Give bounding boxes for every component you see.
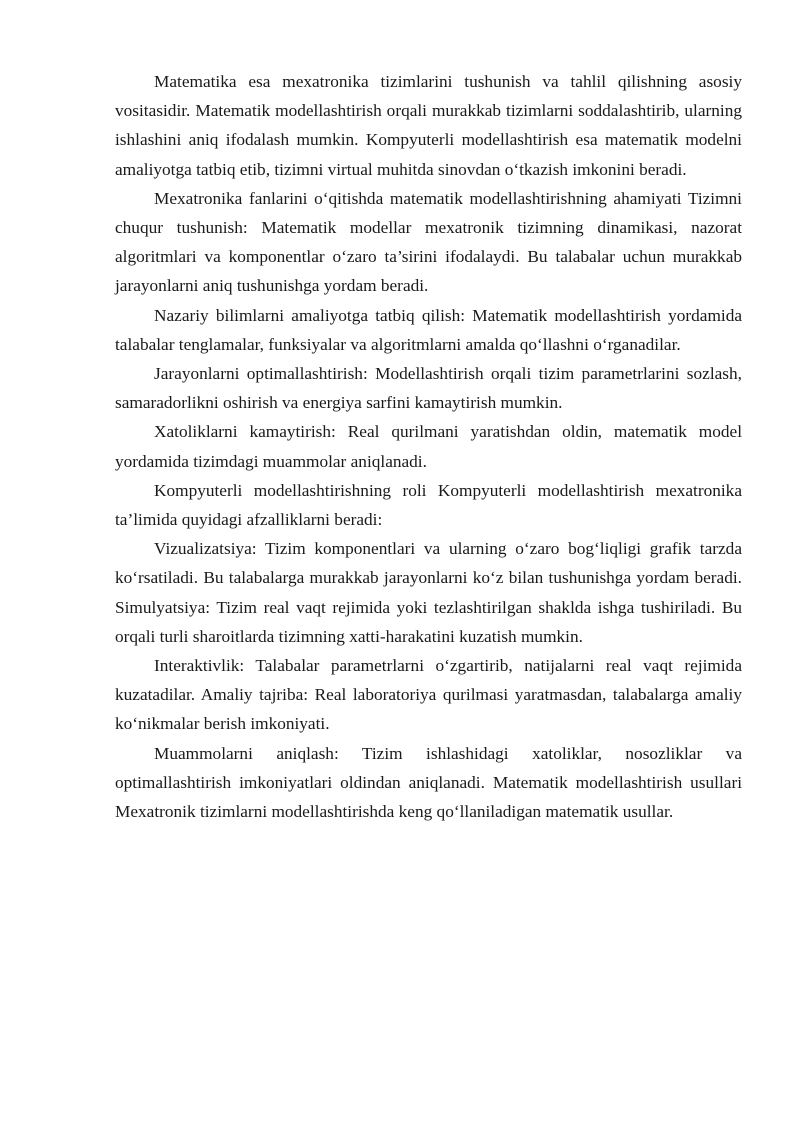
paragraph-optimization: Jarayonlarni optimallashtirish: Modellashtirish orqali tizim parametrlarini sozlash, samaradorlikni oshirish va energiya sarfini kamaytirish mumkin. — [115, 364, 742, 413]
paragraph-error-reduction: Xatoliklarni kamaytirish: Real qurilmani yaratishdan oldin, matematik model yordamida tizimdagi muammolar aniqlanadi. — [115, 422, 742, 471]
paragraph-interactivity: Interaktivlik: Talabalar parametrlarni o‘zgartirib, natijalarni real vaqt rejimida kuzatadilar. Amaliy tajriba: Real laboratoriya qurilmasi yaratmasdan, talabalarga amaliy ko‘nikmalar berish imkoniyati. — [115, 656, 742, 734]
paragraph-theory-practice: Nazariy bilimlarni amaliyotga tatbiq qilish: Matematik modellashtirish yordamida talabalar tenglamalar, funksiyalar va algoritmlarni amalda qo‘llashni o‘rganadilar. — [115, 305, 742, 354]
paragraph-problem-detection: Muammolarni aniqlash: Tizim ishlashidagi xatoliklar, nosozliklar va optimallashtirish imkoniyatlari oldindan aniqlanadi. Matematik modellashtirish usullari Mexatronik tizimlarni modellashtirishda keng qo‘llaniladigan matematik usullar. — [115, 743, 742, 822]
paragraph-intro: Matematika esa mexatronika tizimlarini tushunish va tahlil qilishning asosiy vositasidir. Matematik modellashtirish orqali murakkab tizimlarni soddalashtirib, ularning ishlashini aniq ifodalash mumkin. Kompyuterli modellashtirish esa matematik modelni amaliyotga tatbiq etib, tizimni virtual muhitda sinovdan o‘tkazish imkonini beradi. — [115, 72, 742, 179]
paragraph-importance: Mexatronika fanlarini o‘qitishda matematik modellashtirishning ahamiyati Tizimni chuqur tushunish: Matematik modellar mexatronik tizimning dinamikasi, nazorat algoritmlari va komponentlar o‘zaro ta’sirini ifodalaydi. Bu talabalar uchun murakkab jarayonlarni aniq tushunishga yordam beradi. — [115, 188, 742, 296]
paragraph-visualization: Vizualizatsiya: Tizim komponentlari va ularning o‘zaro bog‘liqligi grafik tarzda ko‘rsatiladi. Bu talabalarga murakkab jarayonlarni ko‘z bilan tushunishga yordam beradi. Simulyatsiya: Tizim real vaqt rejimida yoki tezlashtirilgan shaklda ishga tushiriladi. Bu orqali turli sharoitlarda tizimning xatti-harakatini kuzatish mumkin. — [115, 539, 742, 646]
paragraph-computer-modeling-role: Kompyuterli modellashtirishning roli Kompyuterli modellashtirish mexatronika ta’limida quyidagi afzalliklarni beradi: — [115, 480, 742, 530]
document-page — [115, 67, 742, 826]
